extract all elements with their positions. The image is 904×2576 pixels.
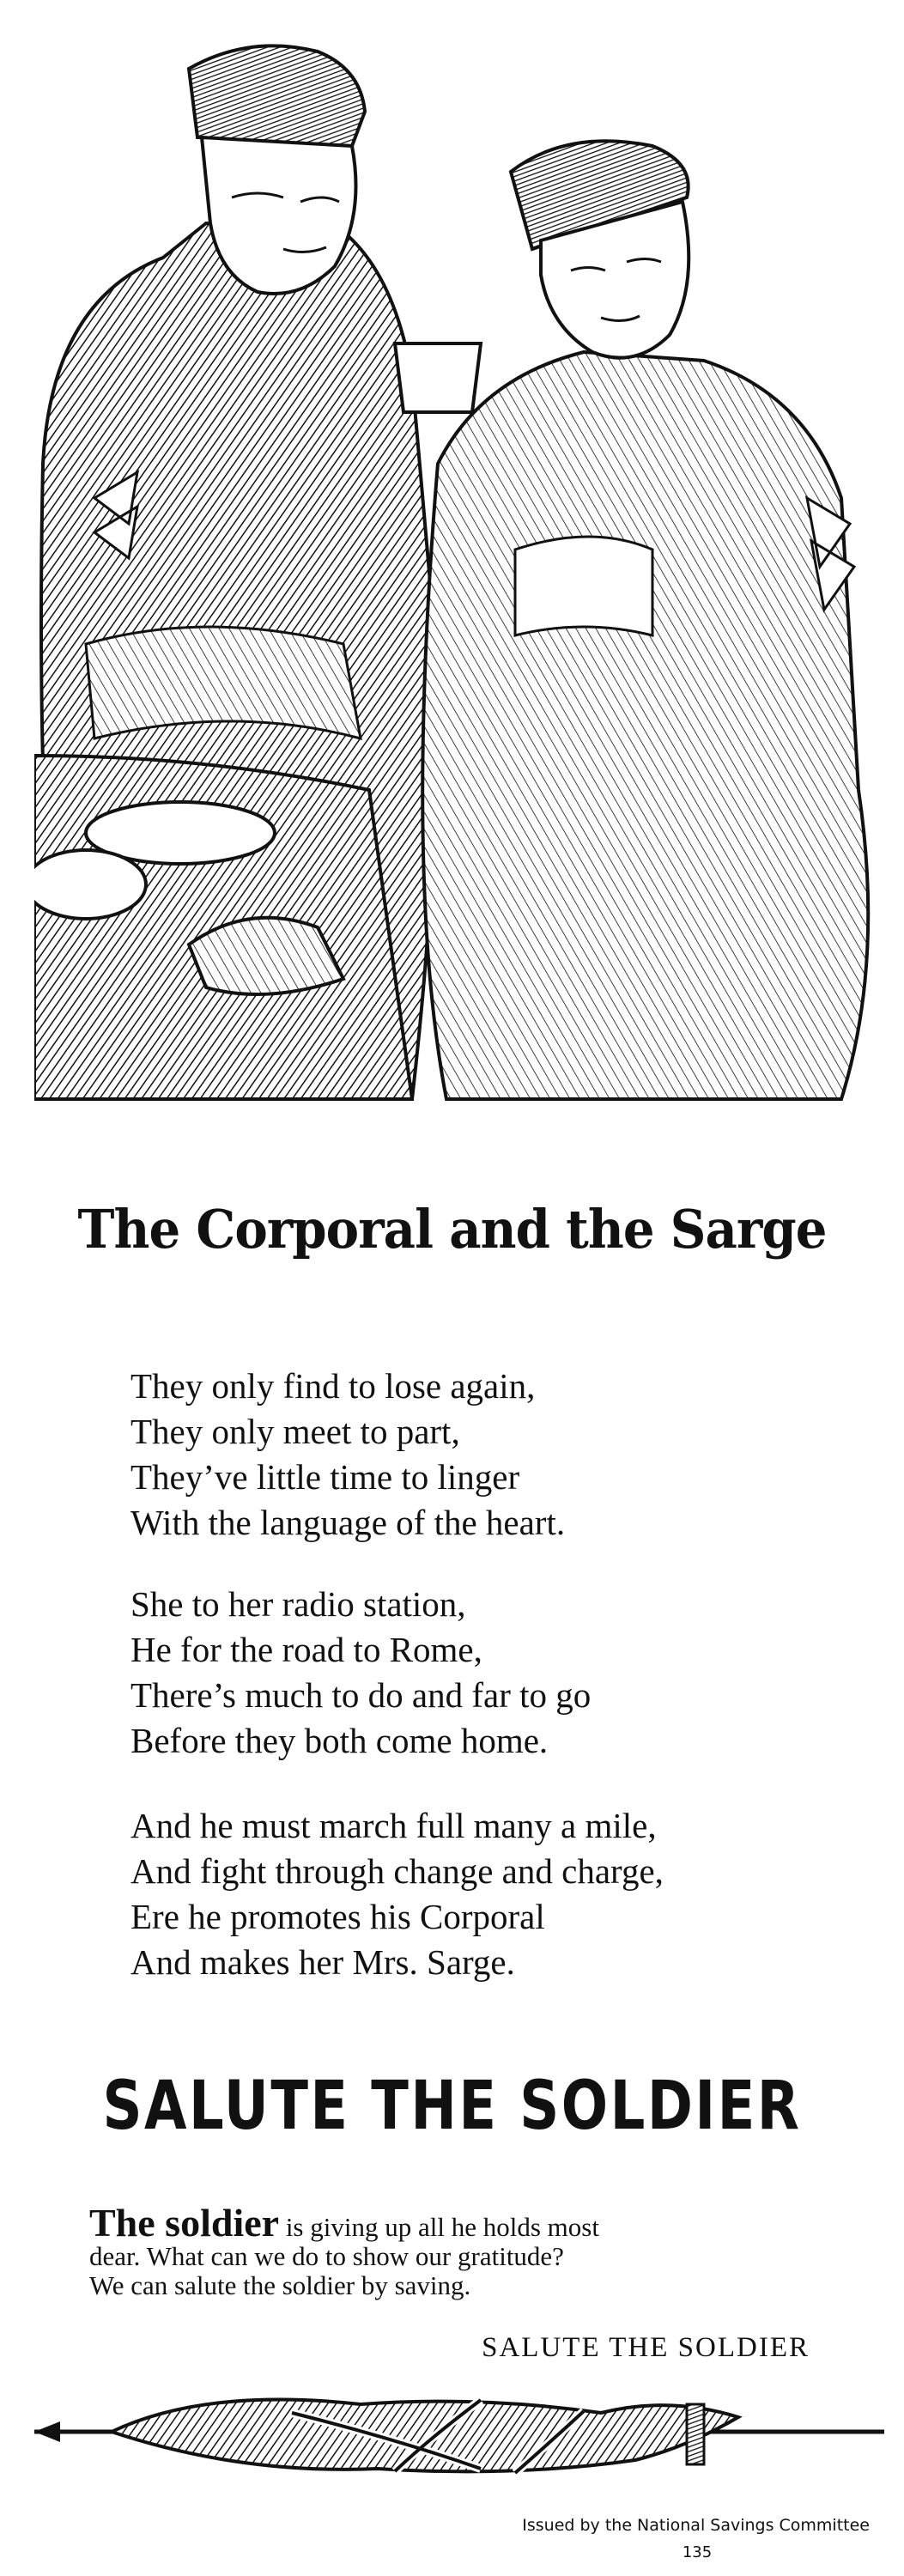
union-flag-on-staff xyxy=(34,2379,884,2482)
corporal-and-sarge-illustration xyxy=(34,17,884,1142)
poem-line: They’ve little time to linger xyxy=(130,1457,520,1497)
slogan-small: SALUTE THE SOLDIER xyxy=(482,2332,810,2363)
poem-line: He for the road to Rome, xyxy=(130,1630,482,1669)
appeal-line-1: is giving up all he holds most xyxy=(279,2212,599,2242)
sarge-figure xyxy=(422,141,868,1099)
poem-title: The Corporal and the Sarge xyxy=(77,1198,827,1261)
poem-line: And fight through change and charge, xyxy=(130,1851,664,1891)
poem-line: Before they both come home. xyxy=(130,1721,549,1760)
issuer-credit: Issued by the National Savings Committee xyxy=(522,2516,870,2535)
poem-stanza-3 xyxy=(130,1803,834,1985)
poem-line: There’s much to do and far to go xyxy=(130,1675,592,1715)
poem-line: With the language of the heart. xyxy=(130,1503,566,1542)
poem-stanza-1 xyxy=(130,1364,834,1546)
tea-cup-left xyxy=(395,343,481,412)
poem-line: They only find to lose again, xyxy=(130,1366,536,1406)
poem-line: And makes her Mrs. Sarge. xyxy=(130,1942,515,1982)
appeal-line-2: dear. What can we do to show our gratitude? xyxy=(89,2241,564,2271)
appeal-lead: The soldier xyxy=(89,2201,280,2245)
page-number: 135 xyxy=(682,2543,713,2561)
cafe-table xyxy=(34,756,412,1099)
poem-line: And he must march full many a mile, xyxy=(130,1806,657,1845)
poem-stanza-2 xyxy=(130,1582,834,1764)
appeal-line-3: We can salute the soldier by saving. xyxy=(89,2270,471,2300)
slogan-heading: SALUTE THE SOLDIER xyxy=(102,2068,802,2145)
poem-line: Ere he promotes his Corporal xyxy=(130,1897,545,1936)
poem-line: They only meet to part, xyxy=(130,1412,460,1451)
appeal-paragraph xyxy=(89,2201,828,2300)
poem-line: She to her radio station, xyxy=(130,1584,466,1624)
